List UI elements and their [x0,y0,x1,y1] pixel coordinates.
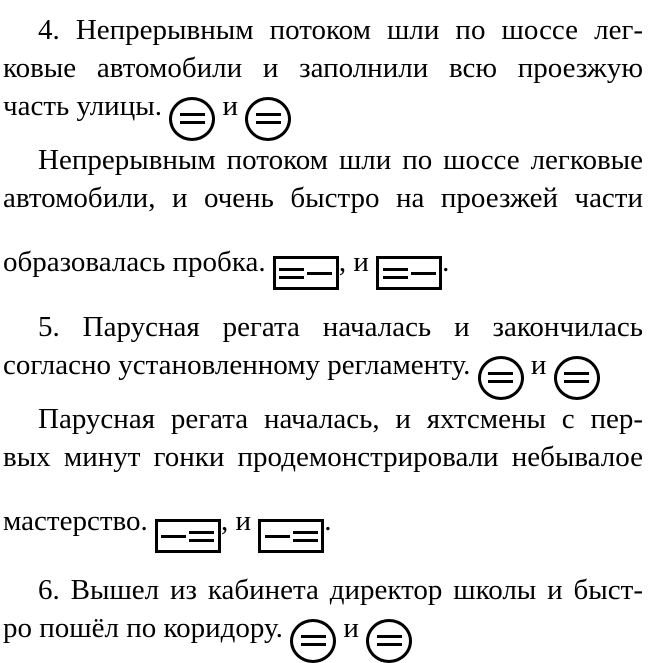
text-run: часть улицы. [3,90,170,122]
item-5-simple-sentence [3,308,643,400]
item-5-compound-sentence [3,400,643,554]
text-run: 5. Парусная регата началась и закончилась [38,311,643,343]
double-line-glyph [279,268,304,279]
text-run: ро пошёл по коридору. [3,612,291,644]
predicate-circle-icon [366,619,412,663]
text-line [3,502,643,554]
text-run: автомобили, и очень быстро на проезжей части [3,181,643,214]
text-run: и [523,349,554,381]
subject-predicate-box-icon [258,519,324,553]
text-line [3,87,643,141]
text-line [3,179,643,217]
predicate-circle-icon [554,356,600,400]
double-line-glyph [377,635,402,646]
text-run: . [442,245,450,278]
text-run: 4. Непрерывным потоком шли по шоссе лег- [38,14,643,46]
item-4-compound-sentence [3,141,643,291]
subject-predicate-box-icon [155,519,221,553]
text-run: Непрерывным потоком шли по шоссе легковые [38,143,643,176]
double-line-glyph [293,531,318,542]
text-run: , и [338,245,377,278]
predicate-circle-icon [245,97,291,141]
text-line [3,243,643,291]
predicate-subject-box-icon [376,256,442,290]
double-line-glyph [301,635,326,646]
text-line [3,11,643,49]
text-run: мастерство. [3,504,155,537]
single-line-glyph [307,272,332,275]
predicate-circle-icon [478,356,524,400]
text-run: Парусная регата началась, и яхтсмены с пер- [38,402,643,435]
text-run: ковые автомобили и заполнили всю проезжую [3,52,643,84]
text-line [3,609,643,663]
double-line-glyph [256,113,281,124]
single-line-glyph [265,535,290,538]
predicate-circle-icon [290,619,336,663]
text-run: и [336,612,367,644]
text-line [3,571,643,609]
double-line-glyph [564,372,589,383]
predicate-circle-icon [169,97,215,141]
text-line [3,141,643,179]
double-line-glyph [488,372,513,383]
predicate-subject-box-icon [273,256,339,290]
single-line-glyph [411,272,436,275]
text-run: образовалась пробка. [3,245,273,278]
text-run: и [215,90,246,122]
double-line-glyph [180,113,205,124]
text-run: согласно установленному регламенту. [3,349,478,381]
single-line-glyph [161,535,186,538]
item-6-simple-sentence [3,571,643,663]
text-run: вых минут гонки продемонстрировали небывалое [3,440,643,473]
text-run: . [324,504,332,537]
text-run: 6. Вышел из кабинета директор школы и быст- [38,574,643,606]
item-4-simple-sentence [3,11,643,141]
text-line [3,49,643,87]
text-line [3,346,643,400]
text-line [3,308,643,346]
text-line [3,400,643,438]
text-line [3,438,643,476]
double-line-glyph [383,268,408,279]
text-run: , и [220,504,259,537]
double-line-glyph [189,531,214,542]
